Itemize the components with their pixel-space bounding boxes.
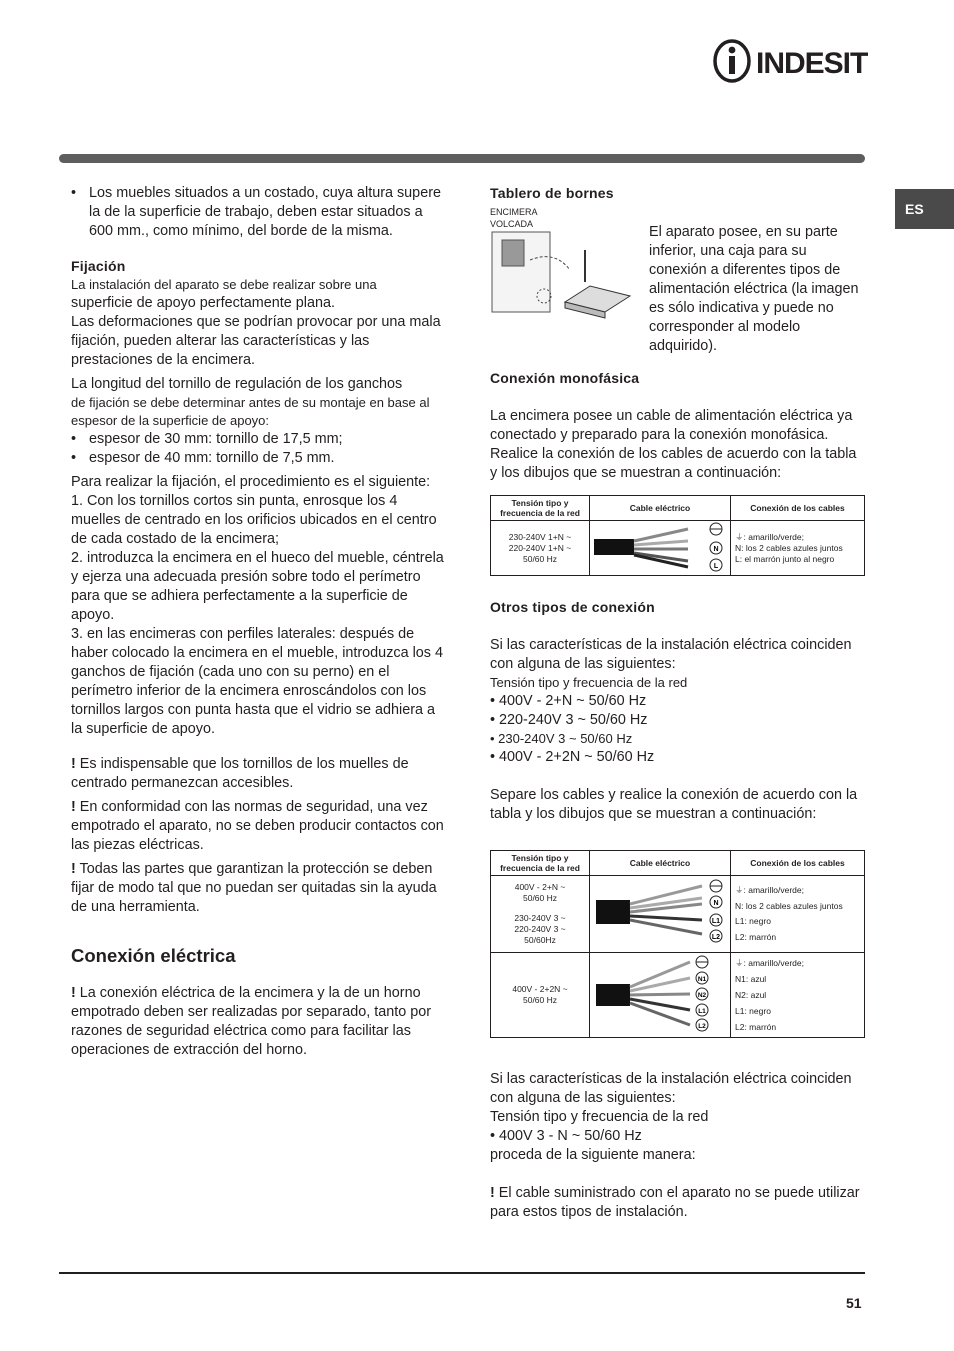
fijacion-heading: Fijación	[71, 258, 126, 274]
warning-mark: !	[71, 861, 76, 877]
separe-text: Separe los cables y realice la conexión de acuerdo con la tabla y los dibujos que se muestran a continuación:	[490, 787, 858, 822]
page-number: 51	[846, 1295, 862, 1311]
cable-sheath	[594, 539, 634, 555]
fijacion-line: La longitud del tornillo de regulación de los ganchos	[71, 376, 403, 392]
otros-subtitle: Tensión tipo y frecuencia de la red	[490, 675, 688, 690]
table-row	[491, 876, 865, 953]
table-row	[491, 521, 865, 576]
table-header-row	[491, 496, 865, 521]
connection-line: L2: marrón	[735, 1022, 777, 1032]
connection-line: N: los 2 cables azules juntos	[735, 542, 843, 553]
otros-heading: Otros tipos de conexión	[490, 599, 655, 615]
bullet-text: espesor de 40 mm: tornillo de 7,5 mm.	[89, 450, 335, 466]
footer-rule	[59, 1272, 865, 1274]
connection-text: : amarillo/verde;	[743, 958, 804, 968]
table-header: Cable eléctrico	[590, 851, 731, 876]
warning-paragraph	[71, 984, 446, 1060]
table-row	[491, 953, 865, 1038]
monofasica-text: La encimera posee un cable de alimentación eléctrica ya conectado y preparado para la conexión monofásica. Realice la conexión de los cables de acuerdo con la tabla y los dibujos que se muestran a continuación:	[490, 408, 857, 481]
final-bullet: • 400V 3 - N ~ 50/60 Hz	[490, 1128, 642, 1144]
connection-line: N: los 2 cables azules juntos	[735, 900, 843, 911]
fijacion-line: La instalación del aparato se debe realizar sobre una	[71, 277, 377, 292]
terminal-label: L1	[711, 918, 721, 925]
table-header: Tensión tipo y frecuencia de la red	[491, 496, 590, 521]
fijacion-paragraph: Las deformaciones que se podrían provocar por una mala fijación, pueden alterar las características y las prestaciones de la encimera.	[71, 314, 441, 368]
wire	[630, 994, 690, 995]
voltage-line: 50/60 Hz	[522, 553, 558, 564]
table-header: Conexión de los cables	[731, 496, 865, 521]
hob-box	[502, 240, 524, 266]
otros-bullet: • 400V - 2+N ~ 50/60 Hz	[490, 693, 647, 709]
final-procedure: proceda de la siguiente manera:	[490, 1147, 696, 1163]
voltage-line: 220-240V 1+N ~	[508, 542, 572, 553]
voltage-line: 50/60Hz	[524, 935, 556, 945]
wire	[630, 916, 702, 920]
table-header: Cable eléctrico	[590, 496, 731, 521]
warning-paragraph	[71, 755, 446, 793]
figure-label: ENCIMERA	[490, 207, 538, 217]
otros-bullet: • 220-240V 3 ~ 50/60 Hz	[490, 712, 648, 728]
connection-cell	[731, 521, 865, 576]
connection-line	[735, 532, 860, 543]
logo-wordmark: INDESIT	[756, 47, 868, 80]
otros-bullet: • 230-240V 3 ~ 50/60 Hz	[490, 731, 633, 746]
fijacion-step: 1. Con los tornillos cortos sin punta, enrosque los 4 muelles de centrado en los orificios ubicados en el centro de cada costado de la encimera;	[71, 493, 437, 547]
right-column	[490, 184, 866, 1222]
cable-diagram	[590, 876, 730, 950]
connection-text: : amarillo/verde;	[743, 531, 804, 542]
bullet-dot: •	[71, 431, 77, 447]
warning-text: Todas las partes que garantizan la protección se deben fijar de modo tal que no puedan ser quitadas sin la ayuda de una herramienta.	[71, 861, 437, 915]
connection-line: N1: azul	[735, 974, 767, 984]
voltage-line: 400V - 2+2N ~	[512, 984, 568, 994]
wire	[630, 999, 690, 1010]
bullet-item	[71, 430, 446, 449]
table-header-row	[491, 851, 865, 876]
monofasica-heading: Conexión monofásica	[490, 370, 640, 386]
voltage-line: 220-240V 3 ~	[514, 924, 566, 934]
fijacion-step: 2. introduzca la encimera en el hueco del mueble, céntrela y ejerza una adecuada presión sobre todo el perímetro para que se adhiera perfectamente a la superficie de apoyo.	[71, 550, 444, 623]
monophase-wiring-table	[490, 495, 865, 576]
terminal-label: N1	[697, 976, 707, 983]
wire	[630, 1003, 690, 1025]
bullet-item	[71, 184, 446, 241]
final-subtitle: Tensión tipo y frecuencia de la red	[490, 1109, 709, 1125]
terminal-label: L2	[711, 934, 721, 941]
logo-dot	[729, 47, 736, 54]
ground-symbol-icon: ⏚	[735, 531, 744, 542]
connection-line	[735, 883, 860, 899]
fijacion-line: superficie de apoyo perfectamente plana.	[71, 295, 335, 311]
voltage-line: 50/60 Hz	[522, 893, 558, 903]
voltage-line: 400V - 2+N ~	[514, 882, 566, 892]
otros-intro: Si las características de la instalación eléctrica coinciden con alguna de las siguientes:	[490, 637, 852, 672]
connection-line: L1: negro	[735, 916, 771, 926]
wire	[634, 529, 688, 541]
otros-bullet: • 400V - 2+2N ~ 50/60 Hz	[490, 749, 655, 765]
terminal-label: L	[713, 563, 719, 570]
wire	[630, 886, 702, 904]
multiphase-wiring-table	[490, 850, 865, 1038]
bullet-item	[71, 449, 446, 468]
logo-stem	[729, 56, 735, 74]
voltage-line: 50/60 Hz	[522, 995, 558, 1005]
warning-text: Es indispensable que los tornillos de los muelles de centrado permanezcan accesibles.	[71, 756, 409, 791]
cable-cell	[590, 876, 731, 953]
terminal-label: N	[713, 546, 719, 553]
voltage-cell	[491, 521, 590, 576]
connection-line: N2: azul	[735, 990, 767, 1000]
left-column	[71, 184, 446, 1060]
cable-diagram	[590, 954, 730, 1034]
wire	[634, 541, 688, 545]
wire	[630, 920, 702, 934]
final-intro: Si las características de la instalación eléctrica coinciden con alguna de las siguientes:	[490, 1071, 852, 1106]
connection-cell	[731, 953, 865, 1038]
connection-line: L2: marrón	[735, 931, 777, 942]
warning-paragraph	[71, 860, 446, 917]
connection-text: : amarillo/verde;	[743, 885, 804, 895]
conexion-electrica-heading: Conexión eléctrica	[71, 945, 236, 966]
cable-cell	[590, 521, 731, 576]
warning-paragraph	[490, 1184, 866, 1222]
warning-text: El cable suministrado con el aparato no se puede utilizar para estos tipos de instalación.	[490, 1185, 860, 1220]
fijacion-step: 3. en las encimeras con perfiles laterales: después de haber colocado la encimera en el mueble, introduzca los 4 ganchos de fijación (cada uno con su perno) en el perímetro inferior de la encimera enroscándolos con los tornillos largos con punta hasta que el vidrio se adhiera a la superficie de apoyo.	[71, 626, 443, 737]
table-header: Tensión tipo y frecuencia de la red	[491, 851, 590, 876]
cable-sheath	[596, 984, 630, 1006]
ground-symbol-icon: ⏚	[735, 885, 744, 895]
voltage-line: 230-240V 3 ~	[514, 913, 566, 923]
warning-mark: !	[490, 1185, 495, 1201]
cable-diagram	[590, 521, 730, 573]
warning-mark: !	[71, 985, 76, 1001]
terminal-label: L1	[698, 1008, 706, 1015]
bullet-text: Los muebles situados a un costado, cuya altura supere la de la superficie de trabajo, deben estar situados a 600 mm., como mínimo, del borde de la misma.	[89, 185, 441, 239]
figure-label: VOLCADA	[490, 219, 534, 229]
tablero-figure	[490, 206, 640, 356]
terminal-box-illustration	[490, 230, 635, 322]
bullet-text: espesor de 30 mm: tornillo de 17,5 mm;	[89, 431, 343, 447]
connection-cell	[731, 876, 865, 953]
cable-cell	[590, 953, 731, 1038]
connection-line	[735, 955, 860, 971]
connection-line: L: el marrón junto al negro	[735, 553, 835, 564]
warning-text: La conexión eléctrica de la encimera y la de un horno empotrado deben ser realizadas por separado, tanto por razones de seguridad eléctrica como para facilitar las operaciones de extracción del horno.	[71, 985, 431, 1058]
tablero-heading: Tablero de bornes	[490, 185, 614, 201]
tablero-text: El aparato posee, en su parte inferior, una caja para su conexión a diferentes tipos de alimentación eléctrica (la imagen es sólo indicativa y puede no corresponder al modelo adquirido).	[649, 224, 859, 354]
warning-mark: !	[71, 799, 76, 815]
terminal-label: L2	[698, 1023, 706, 1030]
cable-sheath	[596, 900, 630, 924]
warning-mark: !	[71, 756, 76, 772]
ground-symbol-icon: ⏚	[735, 958, 744, 968]
voltage-cell	[491, 953, 590, 1038]
bullet-dot: •	[71, 450, 77, 466]
terminal-label: N2	[697, 992, 707, 999]
warning-text: En conformidad con las normas de seguridad, una vez empotrado el aparato, no se deben producir contactos con las piezas eléctricas.	[71, 799, 444, 853]
indesit-logo	[712, 38, 868, 84]
bullet-dot: •	[71, 185, 77, 201]
tablero-block	[490, 206, 866, 356]
terminal-label: N	[713, 900, 719, 907]
header-bar	[59, 154, 865, 163]
fijacion-paragraph: de fijación se debe determinar antes de su montaje en base al espesor de la superficie de apoyo:	[71, 395, 430, 428]
connection-line: L1: negro	[735, 1006, 771, 1016]
warning-paragraph	[71, 798, 446, 855]
voltage-line: 230-240V 1+N ~	[508, 531, 572, 542]
voltage-cell	[491, 876, 590, 953]
language-tab[interactable]: ES	[895, 189, 954, 229]
fijacion-paragraph: Para realizar la fijación, el procedimiento es el siguiente:	[71, 474, 431, 490]
table-header: Conexión de los cables	[731, 851, 865, 876]
